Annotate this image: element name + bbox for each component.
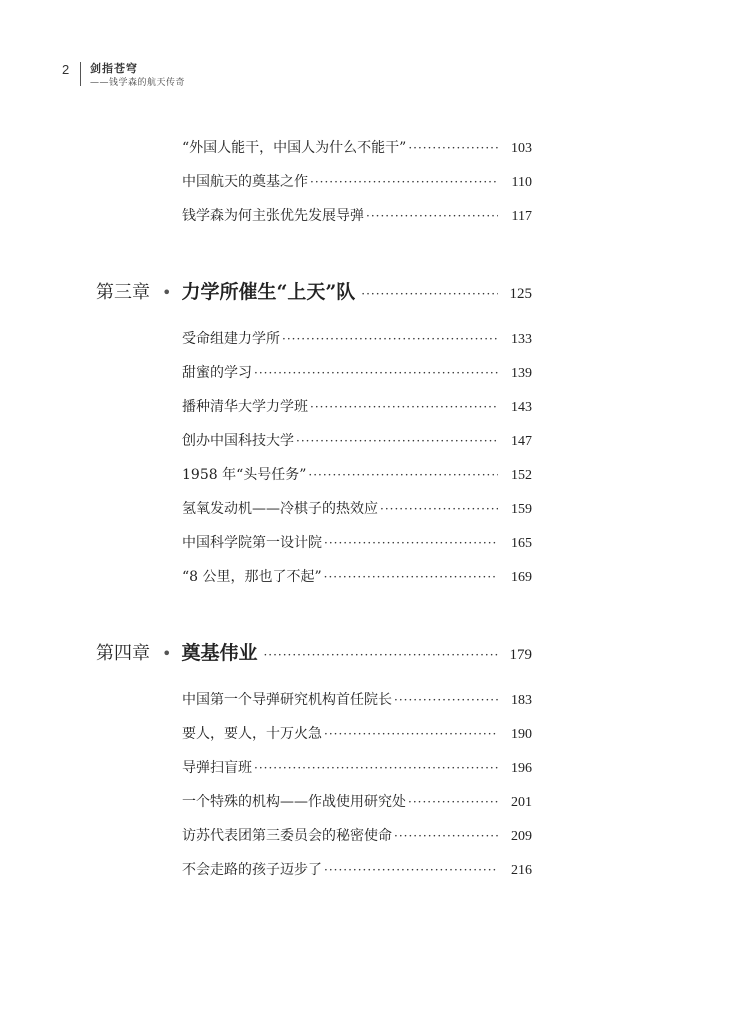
dot-leader: [394, 829, 498, 843]
toc-entry-title: 中国科学院第一设计院: [182, 535, 322, 551]
toc-entry-page: 201: [511, 795, 532, 810]
toc-entry[interactable]: [182, 532, 532, 554]
chapter-number: 第三章: [96, 282, 150, 303]
toc-entry-page: 147: [511, 434, 532, 449]
header-divider: [80, 62, 81, 86]
chapter-heading[interactable]: [96, 277, 532, 305]
chapter-heading[interactable]: [96, 638, 532, 666]
toc-entry-title: 中国航天的奠基之作: [182, 174, 308, 190]
dot-leader: [408, 141, 498, 155]
toc-entry-page: 103: [511, 141, 532, 156]
toc-entry[interactable]: [182, 205, 532, 227]
chapter-bullet: •: [162, 283, 172, 302]
chapter-number: 第四章: [96, 643, 150, 664]
dot-leader: [263, 648, 498, 662]
toc-entry[interactable]: [182, 723, 532, 745]
dot-leader: [254, 761, 498, 775]
toc-entry-page: 183: [511, 693, 532, 708]
dot-leader: [324, 727, 498, 741]
toc-entry[interactable]: [182, 498, 532, 520]
toc-entry[interactable]: [182, 757, 532, 779]
toc-entry-page: 169: [511, 570, 532, 585]
dot-leader: [282, 332, 498, 346]
chapter-title: 奠基伟业: [181, 642, 258, 664]
toc-entry-title: 受命组建力学所: [182, 331, 280, 347]
toc-entry-page: 159: [511, 502, 532, 517]
dot-leader: [308, 468, 498, 482]
toc-entry-title: 导弹扫盲班: [182, 760, 252, 776]
dot-leader: [254, 366, 498, 380]
toc-entry-title: 钱学森为何主张优先发展导弹: [182, 208, 364, 224]
toc-entry-page: 152: [511, 468, 532, 483]
toc-entry[interactable]: [182, 791, 532, 813]
toc-entry-title: 访苏代表团第三委员会的秘密使命: [182, 828, 392, 844]
dot-leader: [324, 536, 498, 550]
toc-entry-title: “外国人能干，中国人为什么不能干”: [182, 140, 407, 156]
dot-leader: [324, 863, 498, 877]
dot-leader: [361, 287, 498, 301]
toc-entry[interactable]: [182, 859, 532, 881]
chapter-page: 179: [509, 647, 532, 663]
dot-leader: [366, 209, 498, 223]
toc-entry[interactable]: [182, 464, 532, 486]
toc-entry[interactable]: [182, 825, 532, 847]
dot-leader: [380, 502, 498, 516]
dot-leader: [296, 434, 498, 448]
toc-entry[interactable]: [182, 396, 532, 418]
toc-entry-page: 143: [511, 400, 532, 415]
dot-leader: [394, 693, 498, 707]
dot-leader: [310, 175, 498, 189]
toc-entry-page: 196: [511, 761, 532, 776]
toc-entry-page: 133: [511, 332, 532, 347]
toc-entry[interactable]: [182, 689, 532, 711]
toc-entry-title: “8 公里，那也了不起”: [182, 569, 322, 585]
toc-entry[interactable]: [182, 171, 532, 193]
toc-entry-title: 一个特殊的机构——作战使用研究处: [182, 794, 406, 810]
toc-entry-page: 190: [511, 727, 532, 742]
toc-entry-title: 不会走路的孩子迈步了: [182, 862, 322, 878]
toc-entry[interactable]: [182, 566, 532, 588]
chapter-title: 力学所催生“上天”队: [181, 281, 356, 303]
toc-entry-page: 117: [511, 209, 532, 224]
toc-entry-title: 中国第一个导弹研究机构首任院长: [182, 692, 392, 708]
toc-entry-title: 播种清华大学力学班: [182, 399, 308, 415]
book-title: 剑指苍穹: [90, 62, 138, 75]
toc-entry-title: 创办中国科技大学: [182, 433, 294, 449]
toc-entry[interactable]: [182, 430, 532, 452]
toc-entry-page: 209: [511, 829, 532, 844]
chapter-bullet: •: [162, 644, 172, 663]
dot-leader: [408, 795, 498, 809]
toc-entry[interactable]: [182, 328, 532, 350]
toc-entry-page: 216: [511, 863, 532, 878]
toc-entry[interactable]: [182, 362, 532, 384]
book-subtitle: ——钱学森的航天传奇: [90, 78, 186, 88]
dot-leader: [310, 400, 498, 414]
toc-entry-title: 甜蜜的学习: [182, 365, 252, 381]
toc-entry-title: 氢氧发动机——冷棋子的热效应: [182, 501, 378, 517]
page-number: 2: [62, 62, 70, 77]
toc-entry-page: 165: [511, 536, 532, 551]
toc-entry[interactable]: [182, 137, 532, 159]
chapter-page: 125: [509, 286, 532, 302]
toc-entry-page: 110: [511, 175, 532, 190]
dot-leader: [324, 570, 498, 584]
toc-entry-page: 139: [511, 366, 532, 381]
toc-entry-title: 要人，要人，十万火急: [182, 726, 322, 742]
toc-entry-title: 1958 年“头号任务”: [182, 467, 307, 483]
